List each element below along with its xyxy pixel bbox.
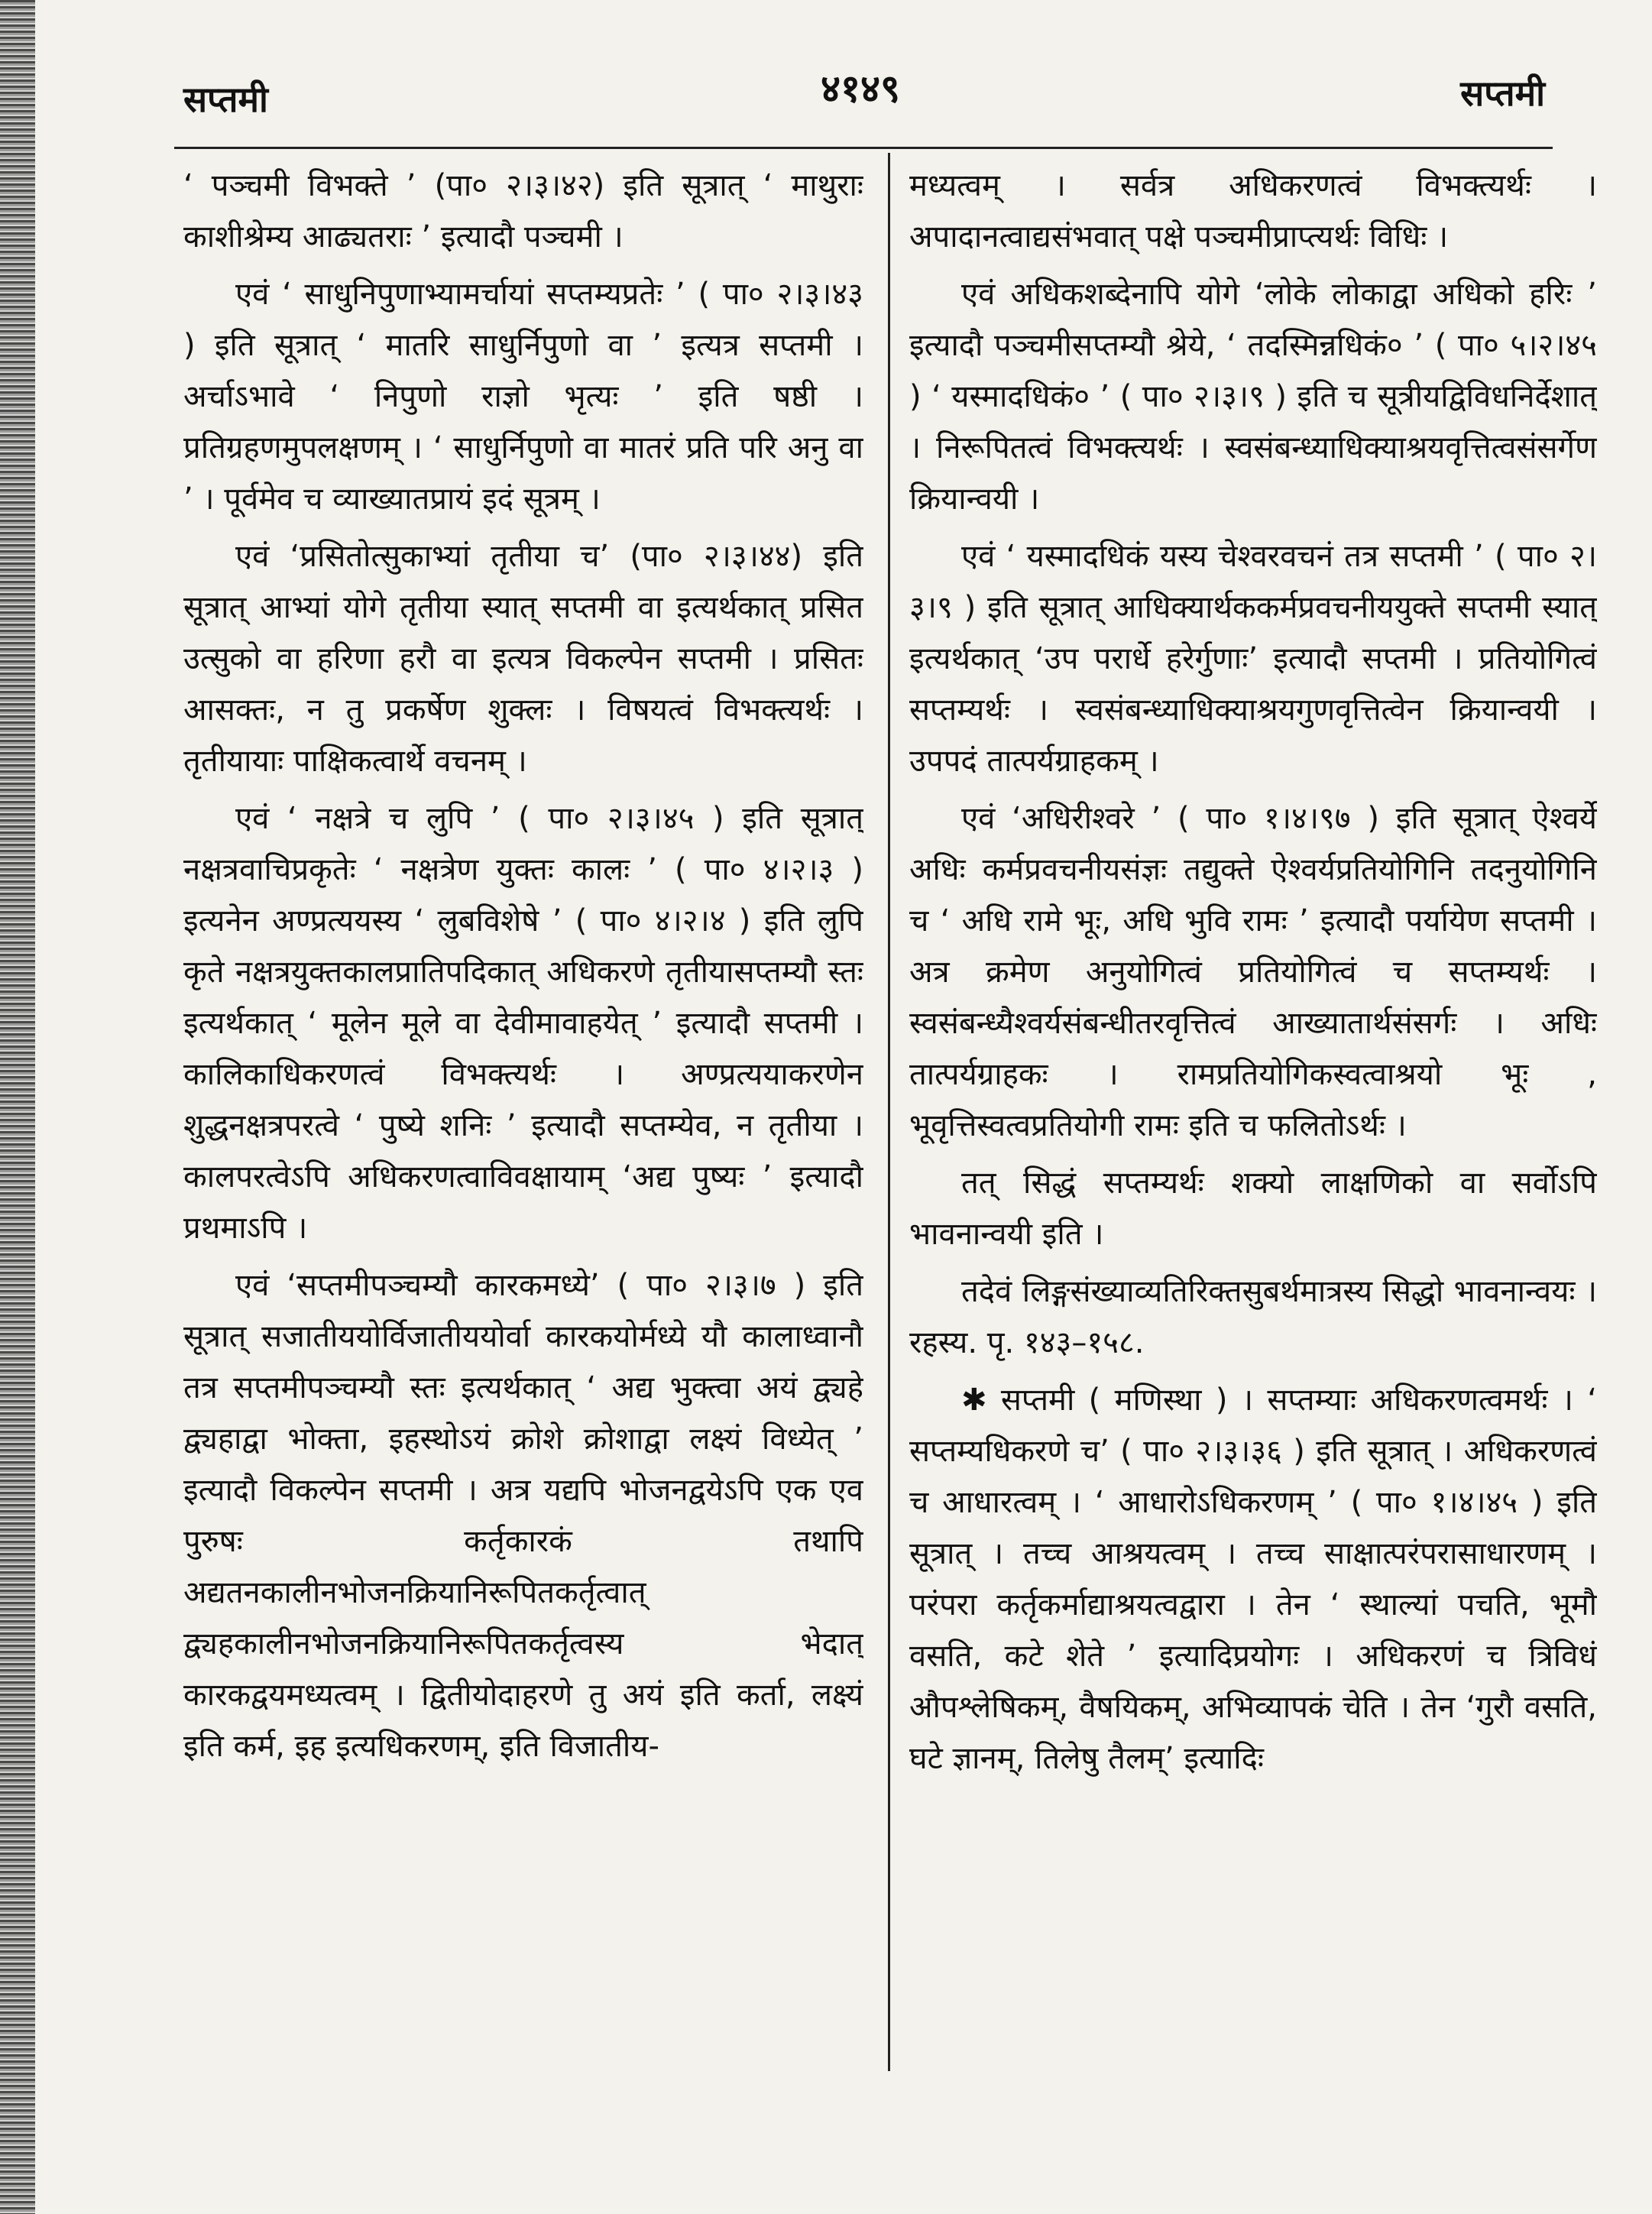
right-paragraph-3: एवं ‘ यस्मादधिकं यस्य चेश्वरवचनं तत्र सप्तमी ’ ( पा० २।३।९ ) इति सूत्रात् आधिक्यार्थककर्मप्रवचनीययुक्ते सप्तमी स्यात् इत्यर्थकात् ‘उप परार्धे हरेर्गुणाः’ इत्यादौ सप्तमी । प्रतियोगित्वं सप्तम्यर्थः । स्वसंबन्ध्याधिक्याश्रयगुणवृत्तित्वेन क्रियान्वयी । उपपदं तात्पर्यग्राहकम् ।	[909, 539, 1597, 779]
left-paragraph-3: एवं ‘प्रसितोत्सुकाभ्यां तृतीया च’ (पा० २।३।४४) इति सूत्रात् आभ्यां योगे तृतीया स्यात् सप्तमी वा इत्यर्थकात् प्रसित उत्सुको वा हरिणा हरौ वा इत्यत्र विकल्पेन सप्तमी । प्रसितः आसक्तः, न तु प्रकर्षेण शुक्लः । विषयत्वं विभक्त्यर्थः । तृतीयायाः पाक्षिकत्वार्थे वचनम् ।	[183, 539, 863, 779]
right-paragraph-7: ✱ सप्तमी ( मणिस्था ) । सप्तम्याः अधिकरणत्वमर्थः । ‘ सप्तम्यधिकरणे च’ ( पा० २।३।३६ ) इति सूत्रात् । अधिकरणत्वं च आधारत्वम् । ‘ आधारोऽधिकरणम् ’ ( पा० १।४।४५ ) इति सूत्रात् । तच्च आश्रयत्वम् । तच्च साक्षात्परंपरासाधारणम् । परंपरा कर्तृकर्माद्याश्रयत्वद्वारा । तेन ‘ स्थाल्यां पचति, भूमौ वसति, कटे शेते ’ इत्यादिप्रयोगः । अधिकरणं च त्रिविधं औपश्लेषिकम्, वैषयिकम्, अभिव्यापकं चेति । तेन ‘गुरौ वसति, घटे ज्ञानम्, तिलेषु तैलम्’ इत्यादिः	[909, 1383, 1597, 1776]
header-rule	[174, 147, 1553, 149]
left-paragraph-2: एवं ‘ साधुनिपुणाभ्यामर्चायां सप्तम्यप्रतेः ’ ( पा० २।३।४३ ) इति सूत्रात् ‘ मातरि साधुर्निपुणो वा ’ इत्यत्र सप्तमी । अर्चाऽभावे ‘ निपुणो राज्ञो भृत्यः ’ इति षष्ठी । प्रतिग्रहणमुपलक्षणम् । ‘ साधुर्निपुणो वा मातरं प्रति परि अनु वा ’ । पूर्वमेव च व्याख्यातप्रायं इदं सूत्रम् ।	[183, 277, 863, 517]
page-header	[176, 53, 1545, 122]
right-column	[909, 160, 1597, 2071]
right-paragraph-5: तत् सिद्धं सप्तम्यर्थः शक्यो लाक्षणिको वा सर्वोऽपि भावनान्वयी इति ।	[909, 1165, 1597, 1252]
column-divider	[888, 153, 890, 2071]
left-paragraph-5: एवं ‘सप्तमीपञ्चम्यौ कारकमध्ये’ ( पा० २।३।७ ) इति सूत्रात् सजातीययोर्विजातीययोर्वा कारकयोर्मध्ये यौ कालाध्वानौ तत्र सप्तमीपञ्चम्यौ स्तः इत्यर्थकात् ‘ अद्य भुक्त्वा अयं द्व्यहे द्व्यहाद्वा भोक्ता, इहस्थोऽयं क्रोशे क्रोशाद्वा लक्ष्यं विध्येत् ’ इत्यादौ विकल्पेन सप्तमी । अत्र यद्यपि भोजनद्वयेऽपि एक एव पुरुषः कर्तृकारकं तथापि अद्यतनकालीनभोजनक्रियानिरूपितकर्तृत्वात् द्व्यहकालीनभोजनक्रियानिरूपितकर्तृत्वस्य भेदात् कारकद्वयमध्यत्वम् । द्वितीयोदाहरणे तु अयं इति कर्ता, लक्ष्यं इति कर्म, इह इत्यधिकरणम्, इति विजातीय-	[183, 1268, 863, 1764]
scanned-binding-edge	[0, 0, 35, 2214]
running-head-right: सप्तमी	[1460, 73, 1545, 114]
left-column	[183, 160, 863, 2071]
right-paragraph-1: मध्यत्वम् । सर्वत्र अधिकरणत्वं विभक्त्यर्थः । अपादानत्वाद्यसंभवात् पक्षे पञ्चमीप्राप्त्यर्थः विधिः ।	[909, 168, 1597, 254]
right-paragraph-2: एवं अधिकशब्देनापि योगे ‘लोके लोकाद्वा अधिको हरिः ’ इत्यादौ पञ्चमीसप्तम्यौ श्रेये, ‘ तदस्मिन्नधिकं० ’ ( पा० ५।२।४५ ) ‘ यस्मादधिकं० ’ ( पा० २।३।९ ) इति च सूत्रीयद्विविधनिर्देशात् । निरूपितत्वं विभक्त्यर्थः । स्वसंबन्ध्याधिक्याश्रयवृत्तित्वसंसर्गेण क्रियान्वयी ।	[909, 277, 1597, 517]
page-number: ४१४९	[821, 66, 900, 111]
left-paragraph-4: एवं ‘ नक्षत्रे च लुपि ’ ( पा० २।३।४५ ) इति सूत्रात् नक्षत्रवाचिप्रकृतेः ‘ नक्षत्रेण युक्तः कालः ’ ( पा० ४।२।३ ) इत्यनेन अण्प्रत्ययस्य ‘ लुबविशेषे ’ ( पा० ४।२।४ ) इति लुपि कृते नक्षत्रयुक्तकालप्रातिपदिकात् अधिकरणे तृतीयासप्तम्यौ स्तः इत्यर्थकात् ‘ मूलेन मूले वा देवीमावाहयेत् ’ इत्यादौ सप्तमी । कालिकाधिकरणत्वं विभक्त्यर्थः । अण्प्रत्ययाकरणेन शुद्धनक्षत्रपरत्वे ‘ पुष्ये शनिः ’ इत्यादौ सप्तम्येव, न तृतीया । कालपरत्वेऽपि अधिकरणत्वाविवक्षायाम् ‘अद्य पुष्यः ’ इत्यादौ प्रथमाऽपि ।	[183, 801, 863, 1246]
right-paragraph-6: तदेवं लिङ्गसंख्याव्यतिरिक्तसुबर्थमात्रस्य सिद्धो भावनान्वयः । रहस्य. पृ. १४३–१५८.	[909, 1274, 1597, 1360]
left-paragraph-1: ‘ पञ्चमी विभक्ते ’ (पा० २।३।४२) इति सूत्रात् ‘ माथुराः काशीश्रेम्य आढ्यतराः ’ इत्यादौ पञ्चमी ।	[183, 168, 863, 254]
running-head-left: सप्तमी	[183, 79, 268, 120]
right-paragraph-4: एवं ‘अधिरीश्वरे ’ ( पा० १।४।९७ ) इति सूत्रात् ऐश्वर्ये अधिः कर्मप्रवचनीयसंज्ञः तद्युक्ते ऐश्वर्यप्रतियोगिनि तदनुयोगिनि च ‘ अधि रामे भूः, अधि भुवि रामः ’ इत्यादौ पर्यायेण सप्तमी । अत्र क्रमेण अनुयोगित्वं प्रतियोगित्वं च सप्तम्यर्थः । स्वसंबन्ध्यैश्वर्यसंबन्धीतरवृत्तित्वं आख्यातार्थसंसर्गः । अधिः तात्पर्यग्राहकः । रामप्रतियोगिकस्वत्वाश्रयो भूः , भूवृत्तिस्वत्वप्रतियोगी रामः इति च फलितोऽर्थः ।	[909, 801, 1597, 1143]
